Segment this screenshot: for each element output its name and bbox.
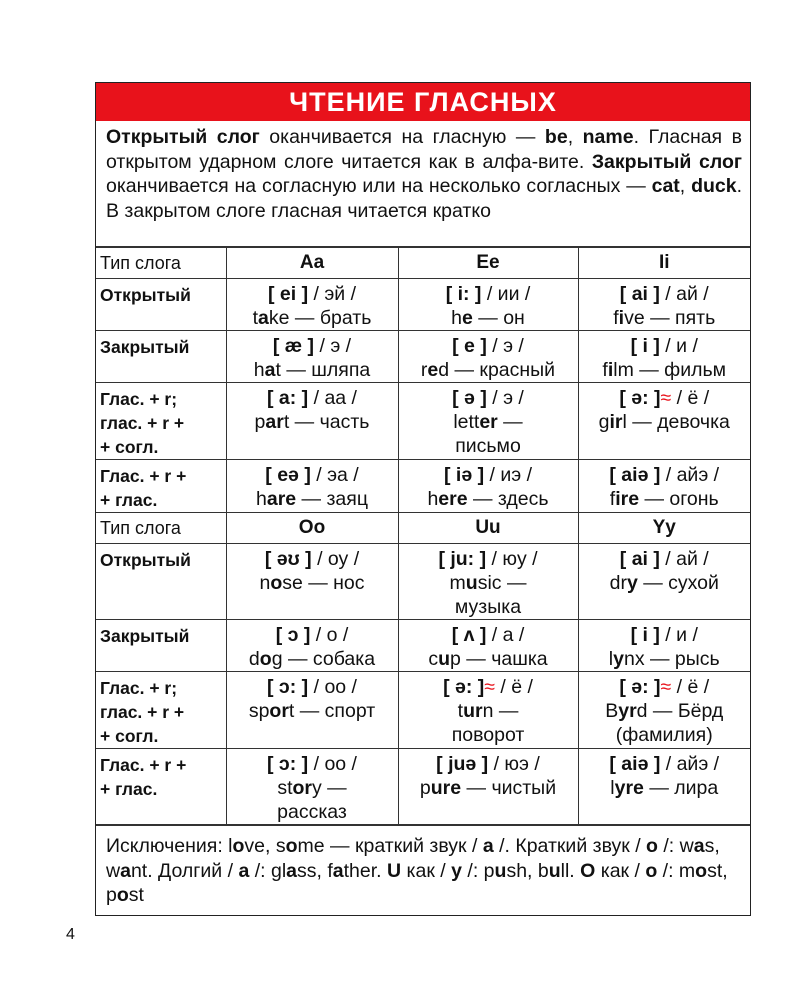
intro-closed-syllable: Закрытый слог: [591, 150, 742, 173]
russian-sound: / ии /: [481, 283, 531, 305]
exceptions-note: Исключения: love, some — краткий звук / a /. Краткий звук / o /: was, want. Долгий / a /: glass, father. U как / y /: push, bull. O как / o /: most, post: [96, 825, 750, 922]
page-title: ЧТЕНИЕ ГЛАСНЫХ: [96, 83, 750, 121]
highlighted-letters: O: [580, 859, 596, 882]
highlighted-letters: ir: [609, 411, 623, 433]
syllable-type-label: Глас. + r; глас. + r + + согл.: [96, 383, 226, 460]
russian-sound: / и /: [659, 624, 698, 646]
transcription-symbol: [ aiə ]: [609, 464, 661, 486]
transcription: [227, 334, 398, 358]
highlighted-letters: i: [607, 359, 614, 381]
pronunciation-cell: [398, 279, 578, 331]
highlighted-letters: e: [462, 307, 473, 329]
transcription-symbol: [ ə: ]: [619, 387, 661, 409]
russian-sound: / оо /: [308, 753, 357, 775]
table-row: [96, 331, 750, 383]
pronunciation-cell: [398, 460, 578, 513]
syllable-type-label: Открытый: [96, 544, 226, 620]
letter-header: Oo: [226, 513, 398, 544]
example-word: take — брать: [252, 307, 372, 329]
table-row: [96, 383, 750, 460]
letter-header: Uu: [398, 513, 578, 544]
russian-sound: / э /: [314, 335, 352, 357]
transcription: [579, 675, 751, 699]
transcription: [227, 752, 398, 776]
pronunciation-cell: [226, 544, 398, 620]
transcription-symbol: [ eə ]: [265, 464, 311, 486]
example-word: film — фильм: [602, 359, 727, 381]
transcription-symbol: [ ə ]: [452, 387, 487, 409]
letter-header: Ee: [398, 248, 578, 279]
highlighted-letters: are: [266, 488, 297, 510]
intro-text: оканчивается на согласную или на несколько согласных —: [106, 175, 652, 197]
highlighted-letters: e: [427, 359, 439, 381]
transcription: [579, 547, 751, 571]
highlighted-letters: y: [626, 572, 638, 594]
syllable-type-label: Глас. + r + + глас.: [96, 460, 226, 513]
highlighted-letters: a: [482, 835, 494, 857]
transcription-symbol: [ juə ]: [436, 753, 489, 775]
table-header-row: [96, 513, 750, 544]
example-word: story — рассказ: [277, 777, 347, 823]
highlighted-letters: o: [695, 859, 708, 882]
russian-sound: / оу /: [311, 548, 360, 570]
syllable-type-label: Глас. + r; глас. + r + + согл.: [96, 672, 226, 749]
example-word: dog — собака: [248, 648, 376, 670]
pronunciation-cell: [226, 460, 398, 513]
approx-sign: ≈: [660, 387, 672, 409]
russian-sound: / айэ /: [660, 753, 720, 775]
pronunciation-cell: [398, 749, 578, 825]
example-word: here — здесь: [427, 488, 549, 510]
transcription: [227, 386, 398, 410]
intro-example: cat: [651, 175, 680, 197]
pronunciation-cell: [226, 279, 398, 331]
highlighted-letters: o: [645, 859, 658, 882]
russian-sound: / юу /: [486, 548, 538, 570]
transcription: [579, 752, 751, 776]
transcription: [227, 547, 398, 571]
highlighted-letters: ur: [463, 700, 483, 722]
example-word: girl — девочка: [598, 411, 730, 433]
highlighted-letters: u: [548, 859, 561, 882]
example-word: lynx — рысь: [608, 648, 720, 670]
pronunciation-cell: [578, 672, 750, 749]
highlighted-letters: y: [613, 648, 624, 670]
highlighted-letters: o: [270, 572, 283, 594]
transcription: [579, 623, 751, 647]
pronunciation-cell: [226, 331, 398, 383]
syllable-type-label: Закрытый: [96, 331, 226, 383]
russian-sound: / иэ /: [484, 464, 533, 486]
russian-sound: / эй /: [308, 283, 357, 305]
highlighted-letters: o: [285, 835, 298, 857]
transcription-symbol: [ ʌ ]: [451, 624, 487, 646]
pronunciation-cell: [578, 460, 750, 513]
example-word: letter — письмо: [453, 411, 523, 457]
transcription-symbol: [ æ ]: [272, 335, 315, 357]
vowel-reading-card: [95, 82, 751, 916]
highlighted-letters: ire: [615, 488, 640, 510]
russian-sound: / ё /: [671, 387, 710, 409]
highlighted-letters: a: [258, 307, 269, 329]
table-row: [96, 279, 750, 331]
intro-text: . В закрытом слоге гласная читается кратко: [106, 175, 742, 222]
pronunciation-cell: [398, 672, 578, 749]
russian-sound: / юэ /: [488, 753, 540, 775]
example-word: he — он: [451, 307, 525, 329]
highlighted-letters: a: [693, 835, 705, 857]
example-word: part — часть: [254, 411, 370, 433]
table-row: [96, 544, 750, 620]
pronunciation-cell: [578, 749, 750, 825]
highlighted-letters: o: [646, 835, 658, 857]
letter-header: Aa: [226, 248, 398, 279]
intro-example: name: [582, 126, 634, 148]
syllable-type-label: Глас. + r + + глас.: [96, 749, 226, 825]
table-header-row: [96, 248, 750, 279]
russian-sound: / э /: [486, 387, 524, 409]
transcription-symbol: [ e ]: [452, 335, 487, 357]
russian-sound: / aa /: [308, 387, 357, 409]
russian-sound: / и /: [659, 335, 698, 357]
transcription: [399, 386, 578, 410]
russian-sound: / ай /: [659, 548, 709, 570]
intro-text: ,: [567, 126, 583, 148]
transcription-symbol: [ i ]: [630, 335, 660, 357]
pronunciation-cell: [398, 544, 578, 620]
syllable-type-label: Закрытый: [96, 620, 226, 672]
transcription: [579, 463, 751, 487]
highlighted-letters: or: [269, 700, 289, 722]
transcription: [579, 282, 751, 306]
pronunciation-cell: [578, 331, 750, 383]
russian-sound: / ё /: [671, 676, 710, 698]
transcription: [579, 334, 751, 358]
transcription-symbol: [ ei ]: [267, 283, 309, 305]
intro-text: . Гласная в открытом ударном слоге читается как в алфа-вите.: [106, 126, 742, 173]
transcription-symbol: [ i ]: [630, 624, 660, 646]
transcription-symbol: [ a: ]: [267, 387, 309, 409]
highlighted-letters: u: [438, 648, 451, 670]
transcription: [399, 752, 578, 776]
intro-example: duck: [691, 175, 737, 197]
pronunciation-cell: [226, 383, 398, 460]
example-word: red — красный: [420, 359, 556, 381]
letter-header: Yy: [578, 513, 750, 544]
transcription: [227, 463, 398, 487]
example-word: turn — поворот: [451, 700, 525, 746]
example-word: sport — спорт: [248, 700, 376, 722]
transcription: [399, 334, 578, 358]
pronunciation-cell: [226, 672, 398, 749]
transcription: [227, 623, 398, 647]
transcription-symbol: [ ju: ]: [438, 548, 487, 570]
russian-sound: / эа /: [310, 464, 359, 486]
example-word: Byrd — Бёрд (фамилия): [605, 700, 724, 746]
table-row: [96, 620, 750, 672]
syllable-type-label: Открытый: [96, 279, 226, 331]
highlighted-letters: a: [286, 859, 298, 882]
transcription-symbol: [ ai ]: [619, 283, 660, 305]
highlighted-letters: o: [116, 884, 129, 906]
intro-open-syllable: Открытый слог: [106, 126, 260, 148]
example-word: pure — чистый: [419, 777, 557, 799]
pronunciation-cell: [226, 620, 398, 672]
russian-sound: / о /: [310, 624, 349, 646]
example-word: five — пять: [613, 307, 716, 329]
highlighted-letters: or: [292, 777, 312, 799]
russian-sound: / а /: [486, 624, 525, 646]
approx-sign: ≈: [484, 676, 495, 698]
transcription: [579, 386, 751, 410]
example-word: dry — сухой: [609, 572, 719, 594]
intro-example: be: [544, 126, 568, 148]
transcription-symbol: [ ə: ]: [619, 676, 661, 698]
highlighted-letters: ure: [430, 777, 462, 799]
intro-text: ,: [679, 175, 692, 197]
example-word: fire — огонь: [609, 488, 719, 510]
highlighted-letters: yre: [614, 777, 644, 799]
highlighted-letters: i: [618, 307, 625, 329]
transcription-symbol: [ i: ]: [445, 283, 482, 305]
transcription-symbol: [ ə: ]: [443, 676, 485, 698]
transcription: [227, 675, 398, 699]
highlighted-letters: U: [387, 859, 402, 882]
transcription-symbol: [ aiə ]: [609, 753, 661, 775]
highlighted-letters: o: [259, 648, 272, 670]
transcription-symbol: [ əʊ ]: [264, 548, 312, 570]
transcription-symbol: [ iə ]: [443, 464, 485, 486]
example-word: hare — заяц: [256, 488, 368, 510]
highlighted-letters: er: [479, 411, 498, 433]
example-word: nose — нос: [259, 572, 365, 594]
highlighted-letters: u: [494, 859, 507, 882]
pronunciation-cell: [578, 620, 750, 672]
highlighted-letters: u: [465, 572, 478, 594]
transcription-symbol: [ ai ]: [619, 548, 660, 570]
transcription-symbol: [ ɔ: ]: [267, 753, 309, 775]
example-word: music — музыка: [449, 572, 527, 618]
example-word: hat — шляпа: [253, 359, 371, 381]
russian-sound: / ай /: [659, 283, 709, 305]
example-word: lyre — лира: [610, 777, 719, 799]
highlighted-letters: a: [238, 859, 250, 882]
vowel-table: [96, 247, 750, 825]
transcription: [227, 282, 398, 306]
russian-sound: / э /: [486, 335, 524, 357]
table-row: [96, 672, 750, 749]
table-row: [96, 749, 750, 825]
page-number: 4: [66, 926, 75, 943]
letter-header: Ii: [578, 248, 750, 279]
pronunciation-cell: [398, 383, 578, 460]
pronunciation-cell: [226, 749, 398, 825]
transcription: [399, 623, 578, 647]
russian-sound: / ё /: [494, 676, 533, 698]
transcription: [399, 675, 578, 699]
highlighted-letters: ar: [265, 411, 284, 433]
pronunciation-cell: [578, 383, 750, 460]
approx-sign: ≈: [660, 676, 672, 698]
highlighted-letters: a: [120, 859, 131, 882]
syllable-type-header: Тип слога: [96, 513, 226, 544]
highlighted-letters: a: [332, 859, 344, 882]
intro-text: оканчивается на гласную —: [259, 126, 545, 148]
pronunciation-cell: [398, 620, 578, 672]
transcription: [399, 463, 578, 487]
syllable-type-header: Тип слога: [96, 248, 226, 279]
intro-paragraph: [96, 121, 750, 247]
highlighted-letters: yr: [618, 700, 637, 722]
transcription-symbol: [ ɔ ]: [275, 624, 311, 646]
highlighted-letters: y: [451, 859, 462, 882]
example-word: cup — чашка: [428, 648, 548, 670]
transcription-symbol: [ ɔ: ]: [267, 676, 309, 698]
russian-sound: / айэ /: [660, 464, 720, 486]
transcription: [399, 282, 578, 306]
transcription: [399, 547, 578, 571]
russian-sound: / оо /: [308, 676, 357, 698]
highlighted-letters: ere: [438, 488, 468, 510]
highlighted-letters: o: [232, 835, 245, 857]
pronunciation-cell: [578, 279, 750, 331]
pronunciation-cell: [398, 331, 578, 383]
pronunciation-cell: [578, 544, 750, 620]
table-row: [96, 460, 750, 513]
highlighted-letters: a: [264, 359, 276, 381]
